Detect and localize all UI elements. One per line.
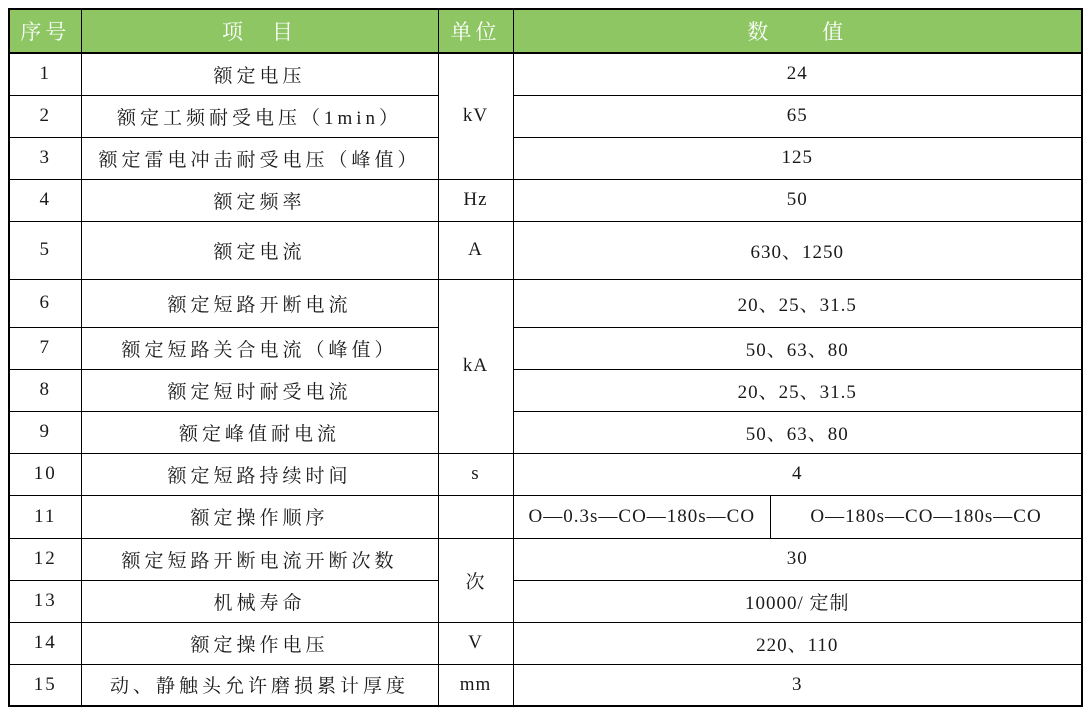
header-row [9,9,1082,53]
table-row [9,53,1082,95]
value-cell-left: O—0.3s—CO—180s—CO [514,496,772,538]
unit-cell-mm: mm [438,664,513,706]
row-no-cell: 14 [9,622,81,664]
item-cell: 额定工频耐受电压（1min） [81,95,438,137]
table-row [9,495,1082,538]
value-cell-split [513,495,1082,538]
value-cell: 125 [513,137,1082,179]
row-no-cell: 11 [9,495,81,538]
table-row [9,580,1082,622]
row-no-cell: 7 [9,327,81,369]
col-header-item: 项 目 [81,9,438,53]
item-cell: 额定峰值耐电流 [81,411,438,453]
unit-cell-ci: 次 [438,538,513,622]
item-cell: 额定电压 [81,53,438,95]
table-row [9,411,1082,453]
value-cell: 65 [513,95,1082,137]
row-no-cell: 15 [9,664,81,706]
table-row [9,664,1082,706]
item-cell: 机械寿命 [81,580,438,622]
row-no-cell: 10 [9,453,81,495]
row-no-cell: 1 [9,53,81,95]
item-cell: 额定短路开断电流 [81,279,438,327]
item-cell: 额定短路持续时间 [81,453,438,495]
unit-cell-empty [438,495,513,538]
row-no-cell: 13 [9,580,81,622]
table-row [9,622,1082,664]
item-cell: 额定短时耐受电流 [81,369,438,411]
value-cell: 30 [513,538,1082,580]
table-row [9,221,1082,279]
table-row [9,279,1082,327]
table-row [9,327,1082,369]
row-no-cell: 12 [9,538,81,580]
unit-cell-hz: Hz [438,179,513,221]
value-cell: 20、25、31.5 [513,279,1082,327]
table-row [9,538,1082,580]
operation-sequence-options [514,496,1082,538]
row-no-cell: 3 [9,137,81,179]
value-cell: 4 [513,453,1082,495]
table-row [9,179,1082,221]
row-no-cell: 2 [9,95,81,137]
row-no-cell: 8 [9,369,81,411]
table-row [9,95,1082,137]
spec-table [8,8,1083,707]
unit-cell-s: s [438,453,513,495]
value-cell: 50 [513,179,1082,221]
col-header-unit: 单位 [438,9,513,53]
col-header-no: 序号 [9,9,81,53]
unit-cell-a: A [438,221,513,279]
unit-cell-ka: kA [438,279,513,453]
item-cell: 额定短路关合电流（峰值） [81,327,438,369]
col-header-value: 数 值 [513,9,1082,53]
table-row [9,369,1082,411]
item-cell: 额定电流 [81,221,438,279]
value-cell: 50、63、80 [513,327,1082,369]
table-row [9,453,1082,495]
row-no-cell: 9 [9,411,81,453]
item-cell: 动、静触头允许磨损累计厚度 [81,664,438,706]
unit-cell-kv: kV [438,53,513,179]
value-cell: 220、110 [513,622,1082,664]
item-cell: 额定短路开断电流开断次数 [81,538,438,580]
item-cell: 额定雷电冲击耐受电压（峰值） [81,137,438,179]
row-no-cell: 4 [9,179,81,221]
value-cell: 630、1250 [513,221,1082,279]
item-cell: 额定操作顺序 [81,495,438,538]
value-cell: 20、25、31.5 [513,369,1082,411]
value-cell-right: O—180s—CO—180s—CO [810,505,1042,527]
value-cell: 3 [513,664,1082,706]
row-no-cell: 5 [9,221,81,279]
item-cell: 额定频率 [81,179,438,221]
row-no-cell: 6 [9,279,81,327]
value-cell: 10000/ 定制 [513,580,1082,622]
value-cell: 24 [513,53,1082,95]
table-row [9,137,1082,179]
unit-cell-v: V [438,622,513,664]
item-cell: 额定操作电压 [81,622,438,664]
value-cell: 50、63、80 [513,411,1082,453]
